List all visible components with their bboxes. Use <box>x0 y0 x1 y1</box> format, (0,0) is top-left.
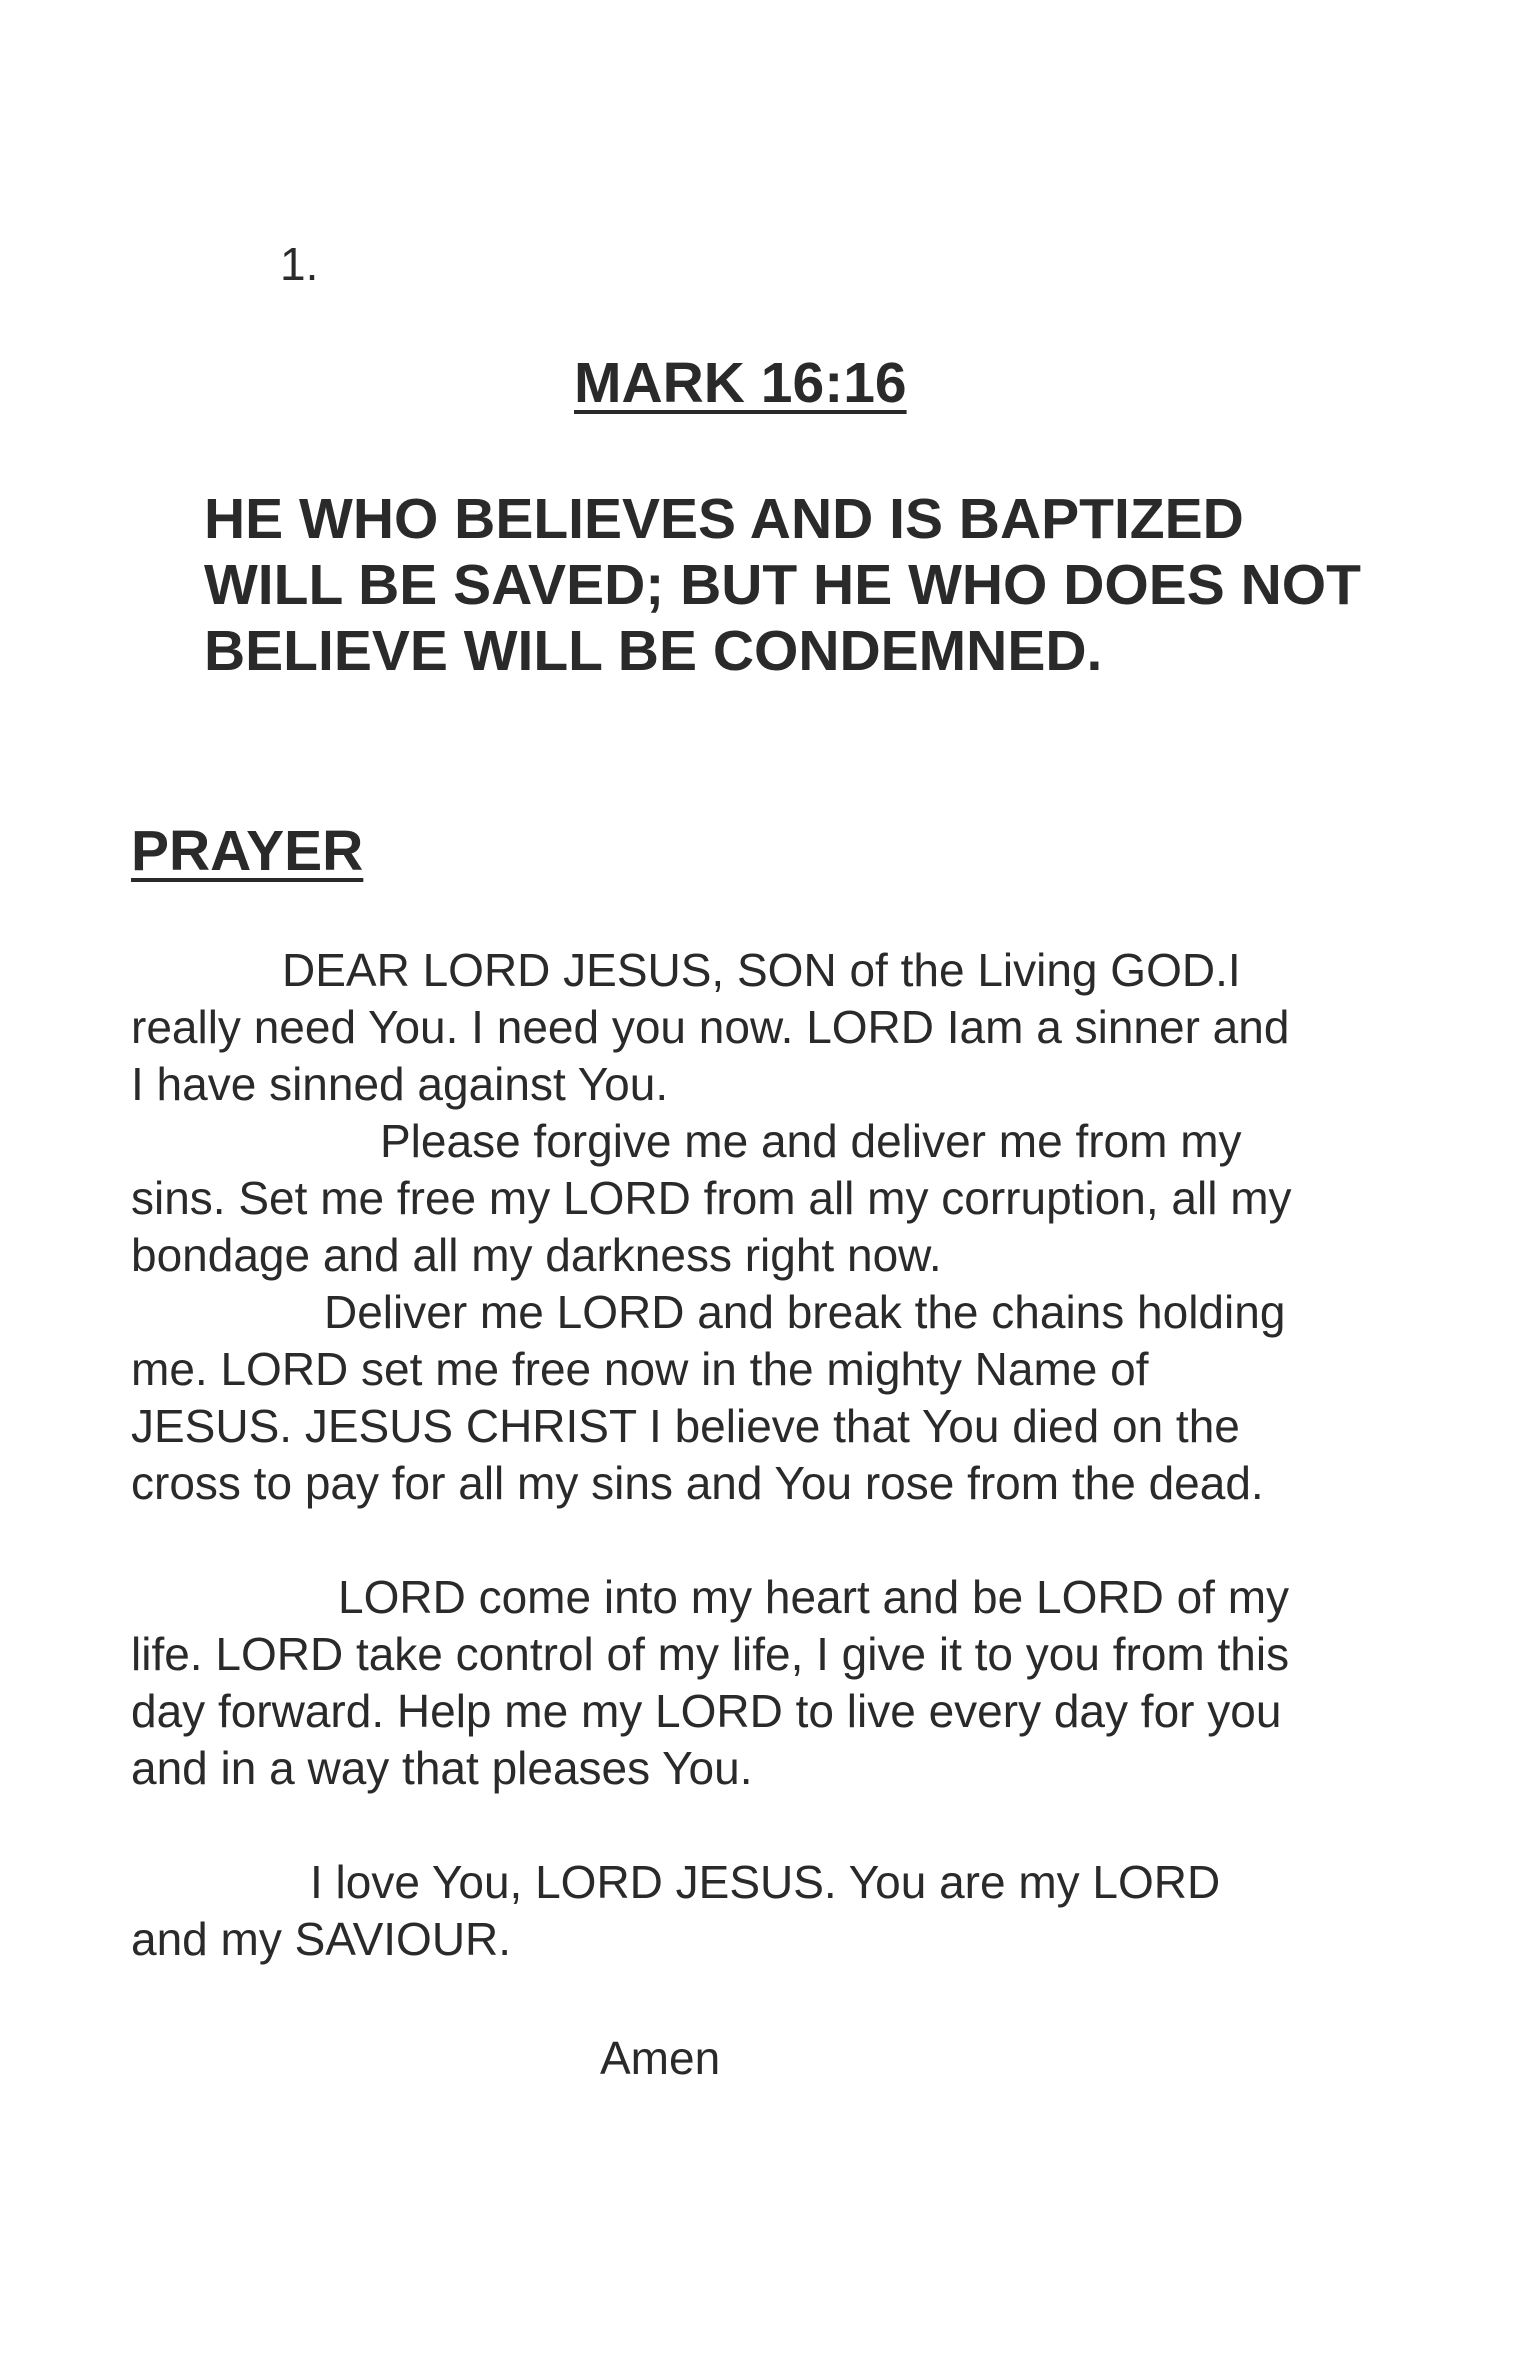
verse-line: WILL BE SAVED; BUT HE WHO DOES NOT <box>204 553 1361 617</box>
scripture-reference: MARK 16:16 <box>574 351 907 415</box>
prayer-line: and in a way that pleases You. <box>131 1742 753 1794</box>
prayer-line: I have sinned against You. <box>131 1058 669 1110</box>
scripture-verse <box>204 486 1424 684</box>
prayer-line: JESUS. JESUS CHRIST I believe that You died on the <box>131 1400 1240 1452</box>
prayer-line: DEAR LORD JESUS, SON of the Living GOD.I <box>282 944 1241 996</box>
prayer-line: bondage and all my darkness right now. <box>131 1229 942 1281</box>
prayer-line: really need You. I need you now. LORD Iam a sinner and <box>131 1001 1290 1053</box>
prayer-line: and my SAVIOUR. <box>131 1913 512 1965</box>
verse-line: BELIEVE WILL BE CONDEMNED. <box>204 619 1103 683</box>
prayer-line: Please forgive me and deliver me from my <box>380 1115 1242 1167</box>
prayer-line: me. LORD set me free now in the mighty Name of <box>131 1343 1149 1395</box>
prayer-line: I love You, LORD JESUS. You are my LORD <box>310 1856 1221 1908</box>
prayer-line: day forward. Help me my LORD to live every day for you <box>131 1685 1282 1737</box>
page-number: 1. <box>280 238 319 290</box>
prayer-line: LORD come into my heart and be LORD of my <box>338 1571 1290 1623</box>
verse-line: HE WHO BELIEVES AND IS BAPTIZED <box>204 487 1244 551</box>
prayer-heading: PRAYER <box>131 819 364 883</box>
prayer-line: sins. Set me free my LORD from all my corruption, all my <box>131 1172 1292 1224</box>
prayer-line: Deliver me LORD and break the chains holding <box>324 1286 1286 1338</box>
prayer-line: cross to pay for all my sins and You rose from the dead. <box>131 1457 1264 1509</box>
prayer-line: life. LORD take control of my life, I give it to you from this <box>131 1628 1290 1680</box>
prayer-closing: Amen <box>600 2032 721 2084</box>
